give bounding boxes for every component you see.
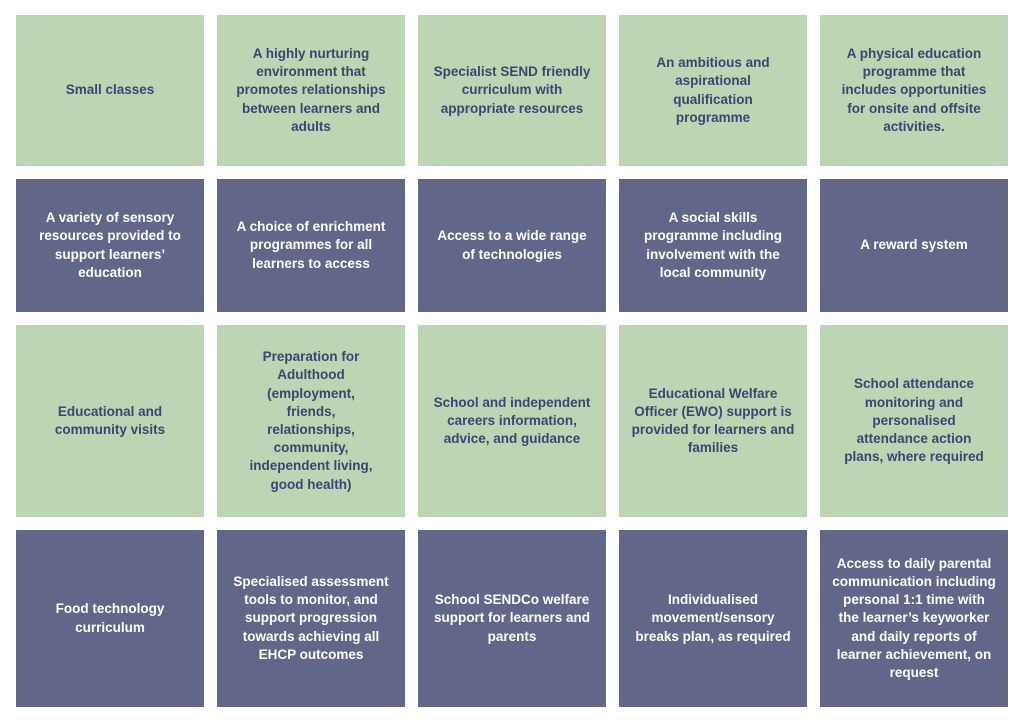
tile-text: Food technology curriculum (55, 601, 165, 635)
tile-technologies (418, 179, 606, 312)
tile-text: A variety of sensory resources provided to support learners’ education (39, 210, 181, 280)
tile-text: Educational Welfare Officer (EWO) support is provided for learners and families (631, 385, 795, 456)
tile-physical-education (820, 15, 1008, 166)
tile-text: Educational and community visits (54, 403, 166, 437)
tile-text: A choice of enrichment programmes for all learners to access (236, 219, 386, 271)
tile-community-visits (16, 325, 204, 517)
tile-food-technology (16, 530, 204, 707)
tile-sensory-resources (16, 179, 204, 312)
tile-text: An ambitious and aspirational qualification programme (656, 55, 770, 125)
tile-ewo-support (619, 325, 807, 517)
tile-text: A reward system (860, 237, 968, 253)
tile-nurturing-environment (217, 15, 405, 166)
tile-text: A physical education programme that includes opportunities for onsite and offsite activities. (841, 45, 987, 134)
tile-parental-communication (820, 530, 1008, 707)
tile-sendco-welfare (418, 530, 606, 707)
tile-text: A highly nurturing environment that promotes relationships between learners and adults (236, 45, 386, 134)
tile-text: Individualised movement/sensory breaks plan, as required (635, 592, 791, 644)
tile-preparation-adulthood (217, 325, 405, 517)
tile-text: Specialised assessment tools to monitor, and support progression towards achieving all EHCP outcomes (233, 573, 389, 662)
tile-small-classes (16, 15, 204, 166)
tile-sensory-breaks (619, 530, 807, 707)
tile-social-skills (619, 179, 807, 312)
tile-text: Access to daily parental communication including personal 1:1 time with the learner’s keyworker and daily reports of learner achievement, on request (832, 555, 996, 680)
tile-careers-guidance (418, 325, 606, 517)
tile-reward-system (820, 179, 1008, 312)
tile-assessment-tools (217, 530, 405, 707)
tile-send-curriculum (418, 15, 606, 166)
tile-attendance-monitoring (820, 325, 1008, 517)
tile-text: Specialist SEND friendly curriculum with appropriate resources (433, 64, 591, 116)
tile-qualification-programme (619, 15, 807, 166)
tile-text: A social skills programme including involvement with the local community (643, 210, 782, 280)
tile-enrichment-programmes (217, 179, 405, 312)
tile-text: School and independent careers information, advice, and guidance (433, 394, 591, 447)
tile-text: Small classes (65, 82, 155, 98)
tile-text: Preparation for Adulthood (employment, friends, relationships, community, independent living, good health) (249, 349, 373, 492)
tile-text: Access to a wide range of technologies (437, 228, 587, 262)
tile-text: School SENDCo welfare support for learners and parents (433, 592, 591, 644)
tile-text: School attendance monitoring and personalised attendance action plans, where required (844, 376, 984, 465)
